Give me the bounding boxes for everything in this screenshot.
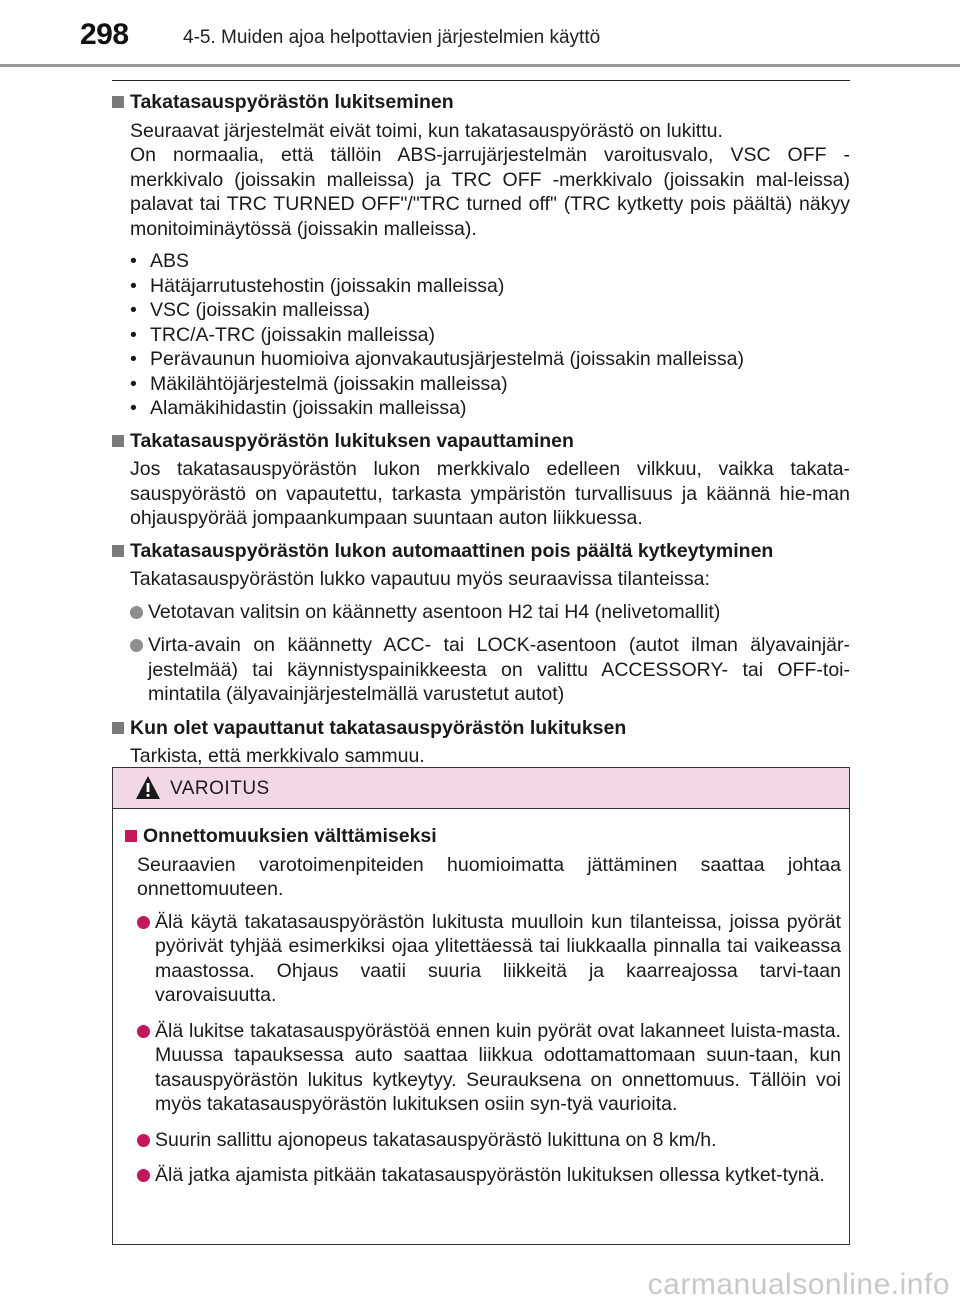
- section-heading: [112, 429, 850, 454]
- square-bullet-icon: [112, 722, 124, 734]
- warning-title: VAROITUS: [170, 778, 270, 799]
- warning-intro: Seuraavien varotoimenpiteiden huomioimatta jättäminen saattaa johtaa onnettomuuteen.: [137, 853, 841, 900]
- warning-item-text: Älä jatka ajamista pitkään takatasauspyörästön lukituksen ollessa kytket-tynä.: [155, 1164, 825, 1186]
- list-item-text: Virta-avain on käännetty ACC- tai LOCK-asentoon (autot ilman älyavainjär-jestelmää) tai käynnistyspainikkeesta on valittu ACCESSORY- tai OFF-toi-mintatila (älyavainjärjestelmällä varustetut autot): [148, 634, 850, 705]
- section-heading-text: Kun olet vapauttanut takatasauspyörästön lukituksen: [130, 716, 627, 739]
- warning-item-text: Suurin sallittu ajonopeus takatasauspyörästö lukittuna on 8 km/h.: [155, 1128, 717, 1151]
- paragraph: Tarkista, että merkkivalo sammuu.: [130, 745, 425, 767]
- header-divider: [0, 64, 960, 67]
- list-item: • Mäkilähtöjärjestelmä (joissakin malleissa): [130, 372, 850, 397]
- main-content: [112, 90, 850, 769]
- section-heading: [112, 90, 850, 115]
- circle-bullet-icon: [137, 1134, 150, 1147]
- warning-heading: [125, 824, 841, 849]
- warning-list: [137, 910, 841, 1188]
- section-heading: [112, 716, 850, 741]
- circle-bullet-icon: [137, 916, 150, 929]
- list-item: • Hätäjarrutustehostin (joissakin malleissa): [130, 274, 850, 299]
- warning-header: [113, 768, 849, 809]
- list-item-text: Vetotavan valitsin on käännetty asentoon H2 tai H4 (nelivetomallit): [148, 600, 721, 623]
- chapter-title: 4-5. Muiden ajoa helpottavien järjestelmien käyttö: [183, 27, 601, 48]
- list-item: [130, 633, 850, 707]
- warning-item: [137, 1128, 841, 1153]
- circle-bullet-icon: [130, 639, 143, 652]
- circle-bullet-icon: [137, 1025, 150, 1038]
- list-item: • VSC (joissakin malleissa): [130, 298, 850, 323]
- square-bullet-icon: [112, 545, 124, 557]
- paragraph: On normaalia, että tällöin ABS-jarrujärjestelmän varoitusvalo, VSC OFF -merkkivalo (joissakin malleissa) ja TRC OFF -merkkivalo (joissakin mal-leissa) palavat tai TRC TURNED OFF"/"TRC turned off" (TRC kytketty pois päältä) näkyy monitoiminäytössä (joissakin malleissa).: [130, 144, 850, 240]
- bullet-list: [130, 249, 850, 421]
- warning-triangle-icon: [135, 775, 161, 801]
- warning-body: [125, 824, 841, 1199]
- section-heading-text: Takatasauspyörästön lukitseminen: [130, 91, 454, 113]
- page-number: 298: [80, 18, 129, 51]
- section-heading-text: Takatasauspyörästön lukituksen vapauttaminen: [130, 429, 574, 452]
- list-item: • TRC/A-TRC (joissakin malleissa): [130, 323, 850, 348]
- dot-list: [130, 600, 850, 707]
- content-top-divider: [112, 80, 850, 81]
- paragraph: Jos takatasauspyörästön lukon merkkivalo edelleen vilkkuu, vaikka takata-sauspyörästö on vapautettu, tarkasta ympäristön turvallisuus ja käännä hie-man ohjauspyörää jompaankumpaan suuntaan auton liikkuessa.: [130, 458, 850, 529]
- paragraph: Seuraavat järjestelmät eivät toimi, kun takatasauspyörästö on lukittu.: [130, 119, 723, 142]
- warning-item: [137, 1163, 841, 1188]
- list-item: • ABS: [130, 249, 850, 274]
- square-bullet-icon: [112, 96, 124, 108]
- warning-item: [137, 910, 841, 1008]
- circle-bullet-icon: [137, 1169, 150, 1182]
- circle-bullet-icon: [130, 606, 143, 619]
- list-item: • Alamäkihidastin (joissakin malleissa): [130, 396, 850, 421]
- section-heading: [112, 539, 850, 564]
- page-header: [0, 0, 960, 60]
- warning-box: [112, 767, 850, 1245]
- warning-heading-text: Onnettomuuksien välttämiseksi: [143, 825, 437, 847]
- square-bullet-icon: [112, 435, 124, 447]
- watermark: carmanualsonline.info: [647, 1268, 950, 1301]
- square-bullet-icon: [125, 830, 137, 842]
- warning-item-text: Älä käytä takatasauspyörästön lukitusta muulloin kun tilanteissa, joissa pyörät pyörivät tyhjää esimerkiksi ojaa ylitettäessä tai liukkaalla pinnalla tai vaikeassa maastossa. Ohjaus vaatii suuria liikkeitä ja kaarreajossa tarvi-taan varovaisuutta.: [155, 910, 841, 1006]
- list-item: [130, 600, 850, 625]
- paragraph: Takatasauspyörästön lukko vapautuu myös seuraavissa tilanteissa:: [130, 568, 710, 590]
- section-heading-text: Takatasauspyörästön lukon automaattinen pois päältä kytkeytyminen: [130, 539, 774, 562]
- warning-item: [137, 1019, 841, 1117]
- warning-item-text: Älä lukitse takatasauspyörästöä ennen kuin pyörät ovat lakanneet luista-masta. Muussa tapauksessa auto saattaa liikkua odottamattomaan suun-taan, kun tasauspyörästön lukitus kytkeytyy. Seurauksena on onnettomuus. Tällöin voi myös takatasauspyörästön lukituksen osiin syn-tyä vaurioita.: [155, 1019, 841, 1115]
- list-item: • Perävaunun huomioiva ajonvakautusjärjestelmä (joissakin malleissa): [130, 347, 850, 372]
